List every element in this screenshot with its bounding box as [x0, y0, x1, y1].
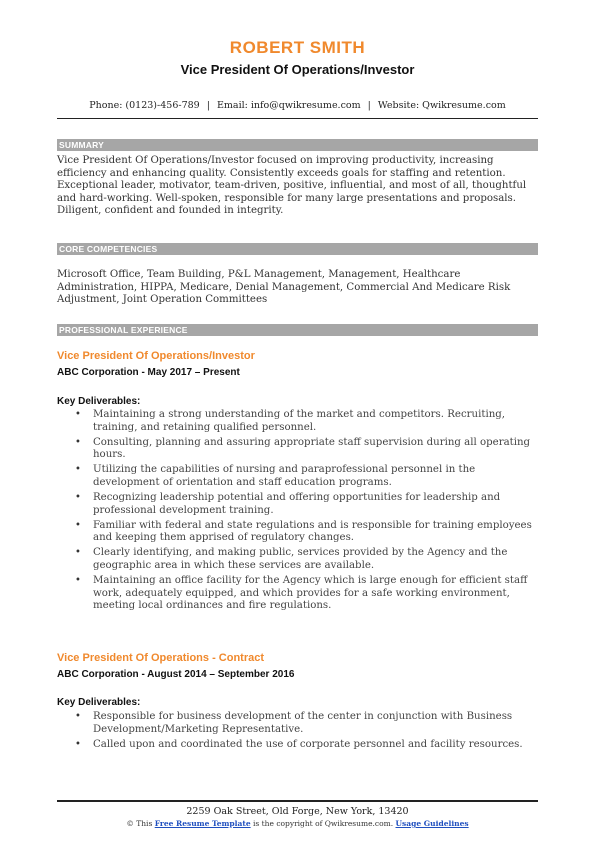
phone-text: Phone: (0123)-456-789: [89, 100, 200, 111]
website-text: Website: Qwikresume.com: [377, 100, 506, 111]
bullet-text: Recognizing leadership potential and offering opportunities for leadership and professional development training.: [93, 492, 501, 516]
header-divider: [57, 118, 538, 119]
bullet-text: Utilizing the capabilities of nursing and paraprofessional personnel in the development of orientation and staff education programs.: [93, 464, 476, 488]
list-item: [57, 739, 538, 752]
bullet-icon: •: [75, 519, 81, 531]
footer-address: 2259 Oak Street, Old Forge, New York, 13420: [186, 806, 409, 817]
candidate-title: Vice President Of Operations/Investor: [180, 62, 415, 77]
job-title: Vice President Of Operations - Contract: [57, 652, 265, 664]
bullet-text: Familiar with federal and state regulations and is responsible for training employees and keeping them apprised of regulatory changes.: [93, 519, 532, 544]
contact-separator: |: [206, 100, 210, 111]
usage-guidelines-link[interactable]: Usage Guidelines: [395, 819, 469, 828]
job-company-dates: ABC Corporation - August 2014 – September 2016: [57, 669, 295, 680]
key-deliverables-label: Key Deliverables:: [57, 396, 141, 407]
footer-divider: [57, 800, 538, 802]
list-item: [57, 464, 538, 489]
bullet-icon: •: [75, 547, 81, 559]
bullet-icon: •: [75, 575, 81, 587]
bullet-icon: •: [75, 711, 81, 722]
free-resume-template-link[interactable]: Free Resume Template: [154, 819, 251, 828]
copyright-prefix: © This: [126, 819, 153, 828]
bullet-text: Maintaining an office facility for the Agency which is large enough for efficient staff work, adequately equipped, and which provides for a safe working environment, meeting local ordinances and fire regulations.: [93, 575, 528, 612]
list-item: [57, 492, 538, 517]
bullet-text: Responsible for business development of the center in conjunction with Business Development/Marketing Representative.: [93, 711, 513, 735]
email-text: Email: info@qwikresume.com: [216, 100, 361, 111]
contact-line: [0, 100, 595, 111]
competencies-text: Microsoft Office, Team Building, P&L Management, Management, Healthcare Administration, HIPPA, Medicare, Denial Management, Commercial And Medicare Risk Adjustment, Joint Operation Committees: [57, 269, 511, 306]
bullet-text: Maintaining a strong understanding of the market and competitors. Recruiting, training, and retaining qualified personnel.: [93, 409, 506, 433]
list-item: [57, 520, 538, 545]
section-heading-summary: SUMMARY: [57, 139, 538, 151]
list-item: [57, 711, 538, 736]
bullet-icon: •: [75, 738, 81, 750]
summary-text: Vice President Of Operations/Investor focused on improving productivity, increasing efficiency and enhancing quality. Consistently exceeds goals for staffing and retention. Exceptional leader, motivator, team-driven, positive, influential, and most of all, thoughtful and hard-working. Well-spoken, responsible for many large presentations and proposals. Diligent, confident and founded in integrity.: [57, 155, 527, 217]
job-company-dates: ABC Corporation - May 2017 – Present: [57, 367, 240, 378]
bullet-icon: •: [75, 409, 81, 420]
section-heading-competencies: CORE COMPETENCIES: [57, 243, 538, 255]
bullet-text: Clearly identifying, and making public, services provided by the Agency and the geographic area in which these services are available.: [93, 547, 508, 572]
candidate-name: ROBERT SMITH: [229, 38, 366, 57]
section-heading-experience: PROFESSIONAL EXPERIENCE: [57, 324, 538, 336]
bullet-icon: •: [75, 464, 81, 476]
deliverables-list: [57, 409, 538, 615]
list-item: [57, 575, 538, 613]
list-item: [57, 547, 538, 572]
bullet-icon: •: [75, 492, 81, 504]
bullet-text: Called upon and coordinated the use of corporate personnel and facility resources.: [93, 738, 523, 750]
job-title: Vice President Of Operations/Investor: [57, 350, 255, 362]
bullet-icon: •: [75, 436, 81, 448]
deliverables-list: [57, 711, 538, 754]
copyright-middle: is the copyright of Qwikresume.com.: [253, 819, 394, 828]
list-item: [57, 437, 538, 462]
footer-copyright: [0, 819, 595, 828]
list-item: [57, 409, 538, 434]
contact-separator: |: [367, 100, 371, 111]
bullet-text: Consulting, planning and assuring appropriate staff supervision during all operating hours.: [93, 436, 531, 461]
key-deliverables-label: Key Deliverables:: [57, 697, 141, 708]
